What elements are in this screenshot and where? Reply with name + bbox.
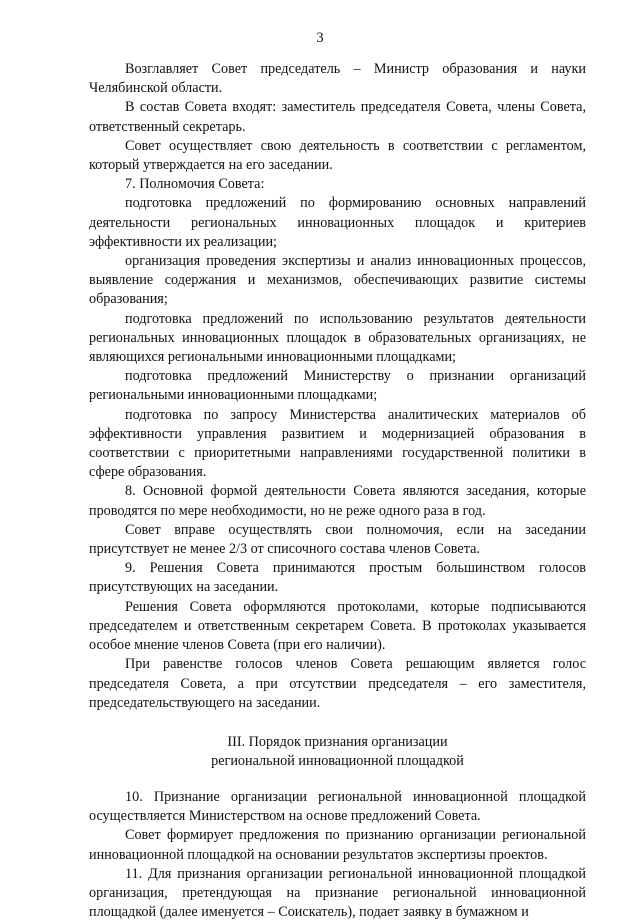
paragraph: Возглавляет Совет председатель – Министр образования и науки Челябинской области. bbox=[89, 61, 586, 97]
paragraph: В состав Совета входят: заместитель председателя Совета, члены Совета, ответственный секретарь. bbox=[89, 99, 586, 135]
section-heading bbox=[89, 733, 586, 771]
paragraph: подготовка предложений Министерству о признании организаций региональными инновационными площадками; bbox=[89, 368, 586, 404]
page-number: 3 bbox=[316, 30, 324, 46]
paragraph: 10. Признание организации региональной инновационной площадкой осуществляется Министерством на основе предложений Совета. bbox=[89, 788, 586, 825]
paragraph: При равенстве голосов членов Совета решающим является голос председателя Совета, а при отсутствии председателя – его заместителя, председательствующего на заседании. bbox=[89, 656, 586, 711]
paragraph: 9. Решения Совета принимаются простым большинством голосов присутствующих на заседании. bbox=[89, 560, 586, 596]
paragraph: подготовка предложений по использованию результатов деятельности региональных инновационных площадок в образовательных организациях, не являющихся региональными инновационными площадками; bbox=[89, 310, 586, 366]
paragraph: 8. Основной формой деятельности Совета являются заседания, которые проводятся по мере необходимости, но не реже одного раза в год. bbox=[89, 483, 586, 519]
paragraph: подготовка предложений по формированию основных направлений деятельности региональных инновационных площадок и критериев эффективности их реализации; bbox=[89, 195, 586, 250]
section-heading-line-1: III. Порядок признания организации bbox=[227, 733, 448, 750]
paragraph: Совет осуществляет свою деятельность в соответствии с регламентом, который утверждается на его заседании. bbox=[89, 137, 586, 174]
paragraph: Совет формирует предложения по признанию организации региональной инновационной площадкой на основании результатов экспертизы проектов. bbox=[89, 827, 586, 863]
paragraph: организация проведения экспертизы и анализ инновационных процессов, выявление содержания и механизмов, обеспечивающих развитие системы образования; bbox=[89, 253, 586, 308]
paragraph: Решения Совета оформляются протоколами, которые подписываются председателем и ответственным секретарем Совета. В протоколах указывается особое мнение членов Совета (при его наличии). bbox=[89, 598, 586, 654]
paragraph: подготовка по запросу Министерства аналитических материалов об эффективности управления развитием и модернизацией образования в соответствии с приоритетными направлениями государственной политики в сфере образования. bbox=[89, 406, 586, 481]
paragraph: Совет вправе осуществлять свои полномочия, если на заседании присутствует не менее 2/3 от списочного состава членов Совета. bbox=[89, 521, 586, 558]
document-body bbox=[89, 60, 586, 922]
paragraph: 7. Полномочия Совета: bbox=[125, 176, 265, 193]
section-heading-line-2: региональной инновационной площадкой bbox=[211, 752, 464, 769]
paragraph: 11. Для признания организации региональной инновационной площадкой организация, претендующая на признание региональной инновационной площадкой (далее именуется – Соискатель), подает заявку в бумажном и bbox=[89, 865, 586, 921]
